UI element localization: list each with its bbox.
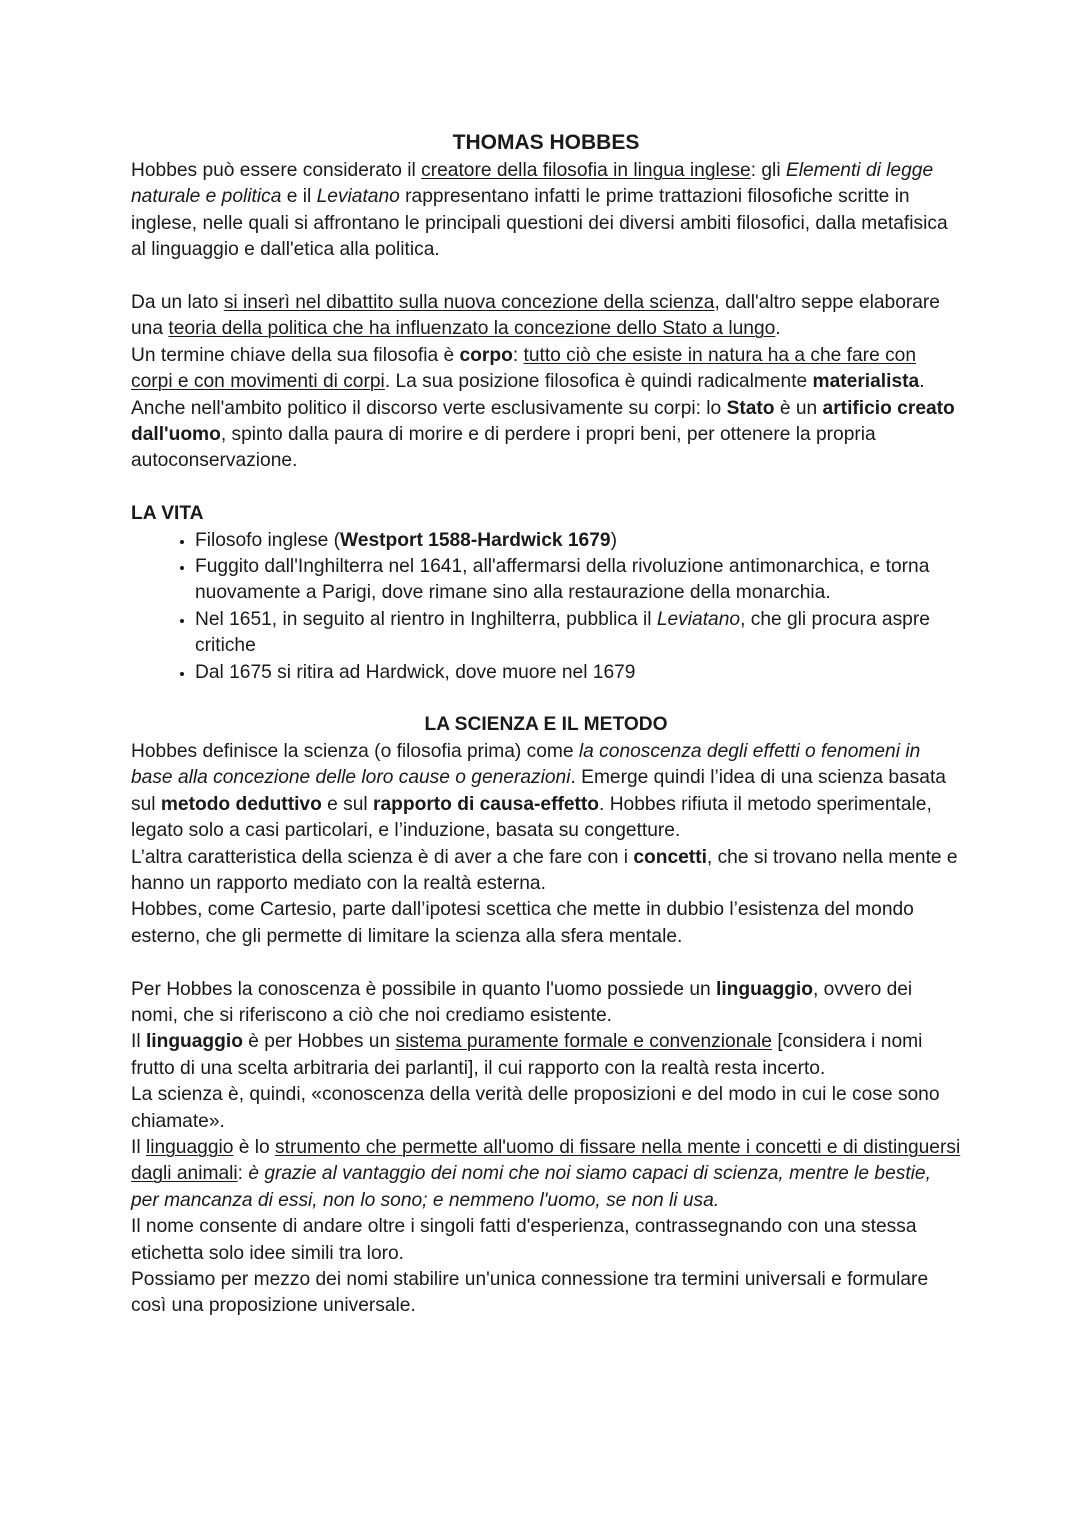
text-run: Per Hobbes la conoscenza è possibile in quanto l'uomo possiede un bbox=[131, 978, 716, 1000]
text-run: . Hobbes rifiuta il metodo sperimentale, legato solo a casi particolari, e l’induzione, basata su congetture. bbox=[131, 793, 932, 842]
scienza-paragraph-5 bbox=[131, 1029, 961, 1082]
intro-paragraph-4 bbox=[131, 396, 961, 475]
text-run: Un termine chiave della sua filosofia è bbox=[131, 344, 460, 366]
section-heading-scienza: LA SCIENZA E IL METODO bbox=[424, 714, 668, 736]
text-run: Hobbes definisce la scienza (o filosofia prima) come bbox=[131, 740, 579, 762]
scienza-paragraph-8 bbox=[131, 1214, 961, 1267]
intro-paragraph-1 bbox=[131, 158, 961, 264]
text-run: Fuggito dall'Inghilterra nel 1641, all'affermarsi della rivoluzione antimonarchica, e torna nuovamente a Parigi, dove rimane sino alla restaurazione della monarchia. bbox=[195, 556, 930, 604]
bold-text: linguaggio bbox=[145, 1031, 243, 1053]
scienza-paragraph-4 bbox=[131, 977, 961, 1030]
underlined-text: si inserì nel dibattito sulla nuova concezione della scienza bbox=[223, 292, 715, 314]
vita-list-item bbox=[195, 660, 961, 686]
text-run: Dal 1675 si ritira ad Hardwick, dove muore nel 1679 bbox=[195, 661, 636, 683]
underlined-text: strumento che permette all'uomo di fissare nella mente i concetti e di distinguersi dagli animali bbox=[131, 1136, 961, 1185]
bold-text: artificio creato dall'uomo bbox=[131, 397, 955, 446]
text-run: e sul bbox=[321, 793, 374, 815]
underlined-text: teoria della politica che ha influenzato la concezione dello Stato a lungo bbox=[168, 318, 776, 340]
italic-text: è grazie al vantaggio dei nomi che noi siamo capaci di scienza, mentre le bestie, per mancanza di essi, non lo sono; e nemmeno l'uomo, se non li usa. bbox=[131, 1163, 931, 1211]
scienza-paragraph-1 bbox=[131, 739, 961, 845]
section-heading-vita: LA VITA bbox=[131, 503, 204, 525]
text-run: è per Hobbes un bbox=[242, 1031, 396, 1053]
underlined-text: tutto ciò che esiste in natura ha a che fare con corpi e con movimenti di corpi bbox=[131, 344, 917, 393]
text-run: Possiamo per mezzo dei nomi stabilire un'unica connessione tra termini universali e formulare così una proposizione universale. bbox=[131, 1269, 929, 1317]
italic-text: Leviatano bbox=[316, 186, 400, 208]
text-run: rappresentano infatti le prime trattazioni filosofiche scritte in inglese, nelle quali si affrontano le principali questioni dei diversi ambiti filosofici, dalla metafisica al linguaggio e dall'etica alla politica. bbox=[131, 186, 948, 261]
underlined-text: linguaggio bbox=[145, 1136, 234, 1158]
text-run: , che si trovano nella mente e hanno un rapporto mediato con la realtà esterna. bbox=[131, 846, 958, 894]
underlined-text: creatore della filosofia in lingua inglese bbox=[421, 160, 751, 181]
bold-text: rapporto di causa-effetto bbox=[373, 793, 600, 815]
text-run: , dall'altro seppe elaborare una bbox=[131, 292, 940, 340]
scienza-paragraph-6 bbox=[131, 1082, 961, 1135]
text-run: : bbox=[237, 1163, 249, 1185]
vita-list-item bbox=[195, 554, 961, 607]
bold-text: Westport 1588-Hardwick 1679 bbox=[340, 529, 611, 551]
bold-text: concetti bbox=[633, 846, 707, 868]
text-run: . bbox=[775, 318, 781, 340]
text-run: Il bbox=[131, 1031, 146, 1053]
bold-text: Stato bbox=[726, 397, 775, 419]
text-run: La scienza è, quindi, «conoscenza della verità delle proposizioni e del modo in cui le cose sono chiamate». bbox=[131, 1084, 940, 1132]
scienza-paragraph-7 bbox=[131, 1135, 961, 1214]
bold-text: corpo bbox=[459, 344, 513, 366]
text-run: e il bbox=[281, 186, 317, 208]
italic-text: Elementi di legge naturale e politica bbox=[131, 160, 934, 208]
document-page bbox=[131, 128, 961, 1320]
text-run: Hobbes, come Cartesio, parte dall’ipotesi scettica che mette in dubbio l’esistenza del mondo esterno, che gli permette di limitare la scienza alla sfera mentale. bbox=[131, 899, 914, 947]
text-run: , che gli procura aspre critiche bbox=[195, 608, 930, 657]
text-run: , ovvero dei nomi, che si riferiscono a ciò che noi crediamo esistente. bbox=[131, 978, 913, 1026]
intro-paragraph-3 bbox=[131, 343, 961, 396]
vita-list-item bbox=[195, 528, 961, 554]
document-title: THOMAS HOBBES bbox=[452, 131, 640, 154]
text-run: Nel 1651, in seguito al rientro in Inghilterra, pubblica il bbox=[195, 608, 657, 630]
underlined-text: sistema puramente formale e convenzionale bbox=[395, 1031, 772, 1053]
text-run: [considera i nomi frutto di una scelta arbitraria dei parlanti], il cui rapporto con la realtà resta incerto. bbox=[131, 1031, 923, 1079]
text-run: Da un lato bbox=[131, 292, 224, 314]
text-run: L’altra caratteristica della scienza è di aver a che fare con i bbox=[131, 846, 634, 868]
italic-text: la conoscenza degli effetti o fenomeni in base alla concezione delle loro cause o generazioni bbox=[131, 740, 921, 789]
text-run: , spinto dalla paura di morire e di perdere i propri beni, per ottenere la propria autoconservazione. bbox=[131, 424, 876, 472]
scienza-paragraph-3 bbox=[131, 897, 961, 950]
text-run: Il bbox=[131, 1136, 146, 1158]
vita-list-item bbox=[195, 607, 961, 660]
vita-bullet-list bbox=[131, 528, 961, 686]
text-run: Il nome consente di andare oltre i singoli fatti d'esperienza, contrassegnando con una stessa etichetta solo idee simili tra loro. bbox=[131, 1216, 917, 1264]
text-run: . La sua posizione filosofica è quindi radicalmente bbox=[384, 371, 813, 393]
text-run: ) bbox=[610, 529, 617, 551]
scienza-paragraph-9 bbox=[131, 1267, 961, 1320]
bold-text: metodo deduttivo bbox=[160, 793, 322, 815]
text-run: . Emerge quindi l’idea di una scienza basata sul bbox=[131, 767, 946, 815]
intro-paragraph-2 bbox=[131, 290, 961, 343]
text-run: è un bbox=[774, 397, 823, 419]
text-run: Hobbes può essere considerato il bbox=[131, 160, 422, 181]
scienza-paragraph-2 bbox=[131, 845, 961, 898]
text-run: Anche nell'ambito politico il discorso verte esclusivamente su corpi: lo bbox=[131, 397, 727, 419]
bold-text: materialista bbox=[812, 371, 920, 393]
bold-text: linguaggio bbox=[716, 978, 813, 1000]
text-run: . bbox=[919, 371, 925, 393]
italic-text: Leviatano bbox=[656, 608, 741, 630]
text-run: è lo bbox=[233, 1136, 276, 1158]
text-run: : gli bbox=[750, 160, 786, 181]
text-run: : bbox=[512, 344, 524, 366]
text-run: Filosofo inglese ( bbox=[195, 529, 341, 551]
